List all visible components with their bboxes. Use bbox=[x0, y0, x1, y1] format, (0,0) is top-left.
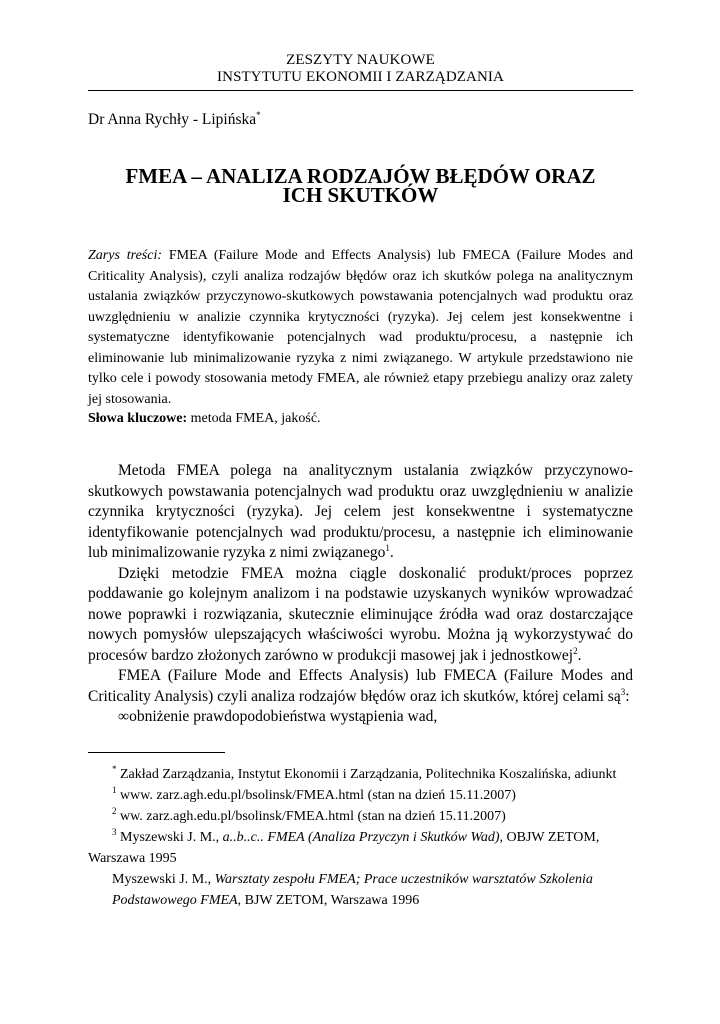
running-header bbox=[88, 52, 633, 86]
keywords bbox=[88, 409, 633, 429]
abstract-label: Zarys treści: bbox=[88, 248, 162, 263]
abstract-text: FMEA (Failure Mode and Effects Analysis) lub FMECA (Failure Modes and Criticality Analysis), czyli analiza rodzajów błędów oraz ich skutków polega na analitycznym ustalania związków przyczynowo-skutkowych powstawania potencjalnych wad produktu oraz uwzględnieniu w analizie czynnika krytyczności (ryzyka). Jej celem jest konsekwentne i systematyczne identyfikowanie potencjalnych wad produktu/procesu, a następnie ich eliminowanie lub minimalizowanie ryzyka z nimi związanego. W artykule przedstawiono nie tylko cele i powody stosowania metody FMEA, ale również etapy przebiegu analizy oraz zalety jej stosowania. bbox=[88, 248, 633, 407]
author-name: Dr Anna Rychły - Lipińska bbox=[88, 111, 257, 128]
keywords-text: metoda FMEA, jakość. bbox=[187, 411, 321, 426]
list-item-text: obniżenie prawdopodobieństwa wystąpienia wad, bbox=[129, 708, 438, 725]
author-line bbox=[88, 110, 261, 129]
bullet-icon: ∞ bbox=[118, 708, 130, 725]
footnote-ref-2: 2 bbox=[573, 645, 578, 656]
article-title bbox=[88, 164, 633, 207]
footnote-text: www. zarz.agh.edu.pl/bsolinsk/FMEA.html (stan na dzień 15.11.2007) bbox=[116, 788, 516, 803]
paragraph-1-text: Metoda FMEA polega na analitycznym ustalania związków przyczynowo-skutkowych powstawania potencjalnych wad produktu oraz uwzględnieniu w analizie czynnika krytyczności (ryzyka). Jej celem jest konsekwentne i systematyczne identyfikowanie potencjalnych wad produktu/procesu, a następnie ich eliminowanie lub minimalizowanie ryzyka z nimi związanego bbox=[88, 462, 633, 561]
footnote-3 bbox=[88, 827, 633, 869]
header-rule bbox=[88, 90, 633, 91]
footnote-separator bbox=[88, 752, 225, 753]
footnote-2 bbox=[88, 806, 633, 827]
paragraph-1 bbox=[88, 461, 633, 564]
abstract bbox=[88, 246, 633, 410]
footnote-title: a..b..c.. FMEA (Analiza Przyczyn i Skutków Wad), bbox=[222, 830, 504, 845]
paragraph-3-text: FMEA (Failure Mode and Effects Analysis) lub FMECA (Failure Modes and Criticality Analysis) czyli analiza rodzajów błędów oraz ich skutków, której celami są bbox=[88, 667, 633, 705]
footnote-mark: 1 bbox=[112, 785, 117, 795]
footnote-text: Myszewski J. M., bbox=[112, 872, 215, 887]
footnote-mark: 3 bbox=[112, 827, 117, 837]
footnote-3-continued bbox=[88, 869, 633, 911]
institute-name-line: INSTYTUTU EKONOMII I ZARZĄDZANIA bbox=[217, 69, 504, 85]
footnotes bbox=[88, 764, 633, 911]
footnote-mark: * bbox=[112, 764, 117, 774]
paragraph-3-end: : bbox=[625, 687, 630, 705]
footnote-ref-3: 3 bbox=[620, 686, 626, 697]
paragraph-1-end: . bbox=[389, 544, 394, 561]
body-text bbox=[88, 461, 633, 728]
paragraph-2-text: Dzięki metodzie FMEA można ciągle doskonalić produkt/proces poprzez poddawanie go kolejnym analizom i na podstawie uzyskanych wyników wprowadzać nowe poprawki i rozwiązania, skutecznie eliminujące źródła wad oraz dostarczające nowych pomysłów ulepszających właściwości wyrobu. Można ją wykorzystywać do procesów bardzo złożonych zarówno w produkcji masowej jak i jednostkowej bbox=[88, 564, 633, 664]
journal-name-line: ZESZYTY NAUKOWE bbox=[286, 52, 435, 68]
paragraph-2 bbox=[88, 564, 633, 667]
footnote-author bbox=[88, 764, 633, 785]
footnote-text: Myszewski J. M., bbox=[116, 830, 223, 845]
footnote-mark: 2 bbox=[112, 806, 117, 816]
list-item bbox=[88, 707, 633, 728]
footnote-text: ww. zarz.agh.edu.pl/bsolinsk/FMEA.html (stan na dzień 15.11.2007) bbox=[116, 809, 506, 824]
paragraph-3 bbox=[88, 666, 633, 707]
author-footnote-mark: * bbox=[256, 110, 261, 120]
footnote-title: Warsztaty zespołu FMEA; Prace uczestników warsztatów Szkolenia Podstawowego FMEA bbox=[112, 872, 593, 908]
footnote-publisher: , BJW ZETOM, Warszawa 1996 bbox=[237, 893, 420, 908]
footnote-publisher: OBJW ZETOM, Warszawa 1995 bbox=[88, 830, 600, 866]
keywords-label: Słowa kluczowe: bbox=[88, 411, 188, 426]
footnote-text: Zakład Zarządzania, Instytut Ekonomii i Zarządzania, Politechnika Koszalińska, adiunkt bbox=[116, 767, 617, 782]
paragraph-2-end: . bbox=[577, 646, 582, 664]
footnote-ref-1: 1 bbox=[385, 543, 390, 553]
title-line-1: FMEA – ANALIZA RODZAJÓW BŁĘDÓW ORAZ bbox=[125, 164, 596, 188]
title-line-2: ICH SKUTKÓW bbox=[282, 183, 439, 207]
footnote-1 bbox=[88, 785, 633, 806]
